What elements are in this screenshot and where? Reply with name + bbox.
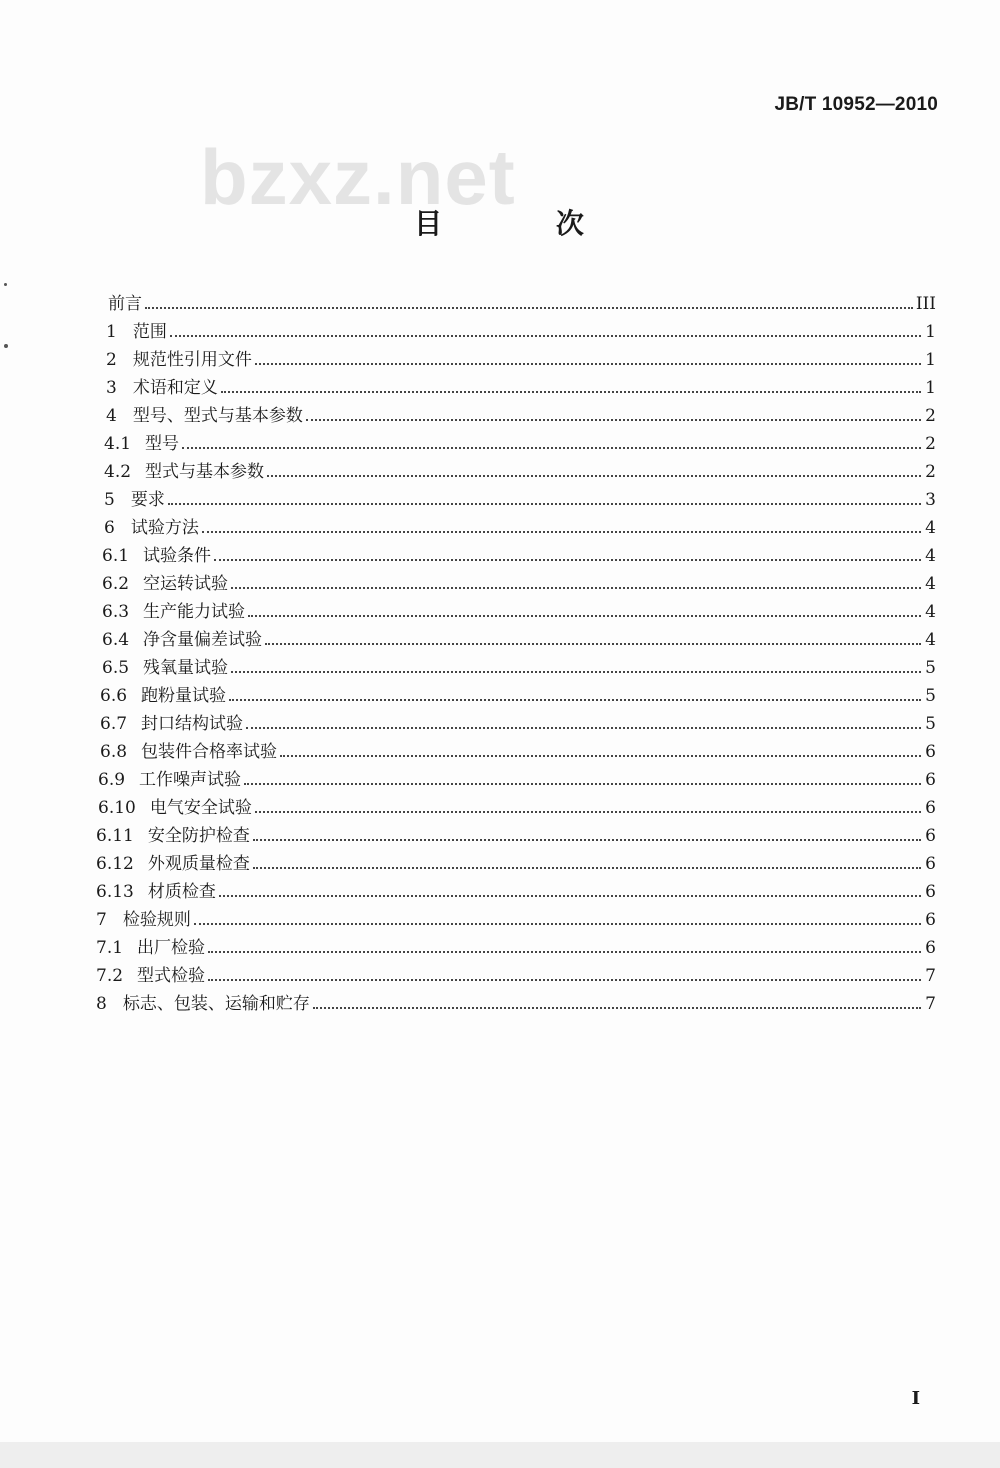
toc-entry: [96, 678, 936, 706]
toc-entry-label: 规范性引用文件: [132, 350, 252, 370]
toc-leader-dots: [246, 727, 921, 729]
toc-entry-label: 出厂检验: [137, 938, 206, 958]
toc-entry: [96, 538, 936, 566]
toc-leader-dots: [253, 867, 921, 869]
toc-entry-number: 4.2: [104, 462, 132, 482]
toc-leader-dots: [248, 615, 921, 617]
toc-leader-dots: [194, 923, 921, 925]
toc-entry-number: 4: [106, 406, 117, 426]
toc-entry-page: 5: [925, 658, 936, 678]
toc-entry: [96, 986, 936, 1014]
toc-entry-page: 6: [925, 742, 936, 762]
toc-entry-page: 6: [925, 826, 936, 846]
toc-entry: [96, 510, 936, 538]
toc-entry-label: 跑粉量试验: [141, 686, 227, 706]
toc-entry: [96, 958, 936, 986]
page-bottom-edge: [0, 1442, 1000, 1468]
toc-entry: [96, 874, 936, 902]
toc-entry-label: 型式与基本参数: [145, 462, 265, 482]
toc-entry: [96, 398, 936, 426]
toc-entry-number: 6.5: [102, 658, 130, 678]
toc-entry-number: 6.11: [96, 826, 134, 846]
toc-entry: [96, 370, 936, 398]
toc-entry-label: 标志、包装、运输和贮存: [122, 994, 310, 1014]
toc-leader-dots: [168, 503, 921, 505]
toc-entry: [96, 566, 936, 594]
toc-entry-number: 6.3: [102, 602, 130, 622]
toc-entry-number: 7: [96, 910, 107, 930]
toc-leader-dots: [280, 755, 921, 757]
toc-leader-dots: [208, 979, 921, 981]
toc-entry: [96, 286, 936, 314]
toc-entry-number: 3: [106, 378, 117, 398]
toc-entry-label: 要求: [130, 490, 165, 510]
toc-entry: [96, 790, 936, 818]
toc-leader-dots: [231, 671, 921, 673]
watermark: bzxz.net: [200, 133, 516, 221]
toc-entry-page: 6: [925, 770, 936, 790]
toc-entry-page: 2: [925, 462, 936, 482]
toc-entry: [96, 622, 936, 650]
toc-entry-label: 试验方法: [130, 518, 199, 538]
toc-leader-dots: [170, 335, 921, 337]
toc-entry-page: 6: [925, 910, 936, 930]
toc-entry-number: 6.6: [100, 686, 128, 706]
toc-entry: [96, 846, 936, 874]
toc-entry-page: 1: [925, 350, 936, 370]
toc-entry-label: 外观质量检查: [147, 854, 250, 874]
toc-entry-page: 7: [925, 966, 936, 986]
toc-entry-page: 6: [925, 938, 936, 958]
toc-entry-page: 5: [925, 686, 936, 706]
toc-entry-page: 4: [925, 574, 936, 594]
toc-entry-label: 电气安全试验: [149, 798, 252, 818]
toc-entry-page: III: [915, 294, 936, 314]
standard-number: JB/T 10952—2010: [774, 94, 938, 115]
scan-speck: [4, 344, 8, 348]
toc-entry: [96, 762, 936, 790]
toc-entry-page: 7: [925, 994, 936, 1014]
toc-leader-dots: [255, 811, 921, 813]
toc-entry-number: 6.2: [102, 574, 130, 594]
toc-leader-dots: [182, 447, 921, 449]
toc-entry: [96, 930, 936, 958]
toc-entry: [96, 342, 936, 370]
scan-speck: [4, 283, 7, 286]
toc-entry-number: 6.12: [96, 854, 134, 874]
toc-entry-number: 6: [104, 518, 115, 538]
toc-entry-page: 4: [925, 602, 936, 622]
toc-entry-label: 型式检验: [137, 966, 206, 986]
toc-leader-dots: [255, 363, 921, 365]
toc-entry: [96, 426, 936, 454]
toc-entry-number: 6.7: [100, 714, 128, 734]
toc-leader-dots: [214, 559, 921, 561]
toc-leader-dots: [231, 587, 921, 589]
toc-entry-label: 包装件合格率试验: [141, 742, 278, 762]
toc-entry-label: 净含量偏差试验: [143, 630, 263, 650]
toc-entry: [96, 818, 936, 846]
toc-entry-page: 4: [925, 630, 936, 650]
toc-leader-dots: [253, 839, 921, 841]
toc-entry-label: 空运转试验: [143, 574, 229, 594]
toc-leader-dots: [229, 699, 921, 701]
toc-entry-label: 型号: [145, 434, 180, 454]
toc-leader-dots: [265, 643, 921, 645]
toc-leader-dots: [313, 1007, 921, 1009]
table-of-contents: [96, 286, 936, 1014]
toc-leader-dots: [244, 783, 921, 785]
toc-entry-number: 5: [104, 490, 115, 510]
toc-entry-page: 1: [925, 378, 936, 398]
toc-entry: [96, 482, 936, 510]
toc-entry: [96, 734, 936, 762]
toc-entry-label: 范围: [132, 322, 167, 342]
toc-entry-number: 6.1: [102, 546, 130, 566]
toc-entry-page: 4: [925, 518, 936, 538]
toc-entry-label: 安全防护检查: [147, 826, 250, 846]
toc-entry-number: 1: [106, 322, 117, 342]
toc-entry-number: 7.1: [96, 938, 124, 958]
toc-entry-page: 6: [925, 798, 936, 818]
toc-leader-dots: [202, 531, 921, 533]
toc-entry-number: 2: [106, 350, 117, 370]
toc-entry-page: 2: [925, 434, 936, 454]
toc-entry-number: 6.13: [96, 882, 134, 902]
toc-entry-label: 残氧量试验: [143, 658, 229, 678]
toc-leader-dots: [145, 307, 913, 309]
toc-leader-dots: [221, 391, 921, 393]
toc-entry: [96, 650, 936, 678]
toc-entry-label: 材质检查: [147, 882, 216, 902]
toc-leader-dots: [219, 895, 921, 897]
page-title: 目 次: [414, 207, 636, 240]
toc-entry-page: 6: [925, 854, 936, 874]
toc-entry-label: 生产能力试验: [143, 602, 246, 622]
toc-entry-page: 1: [925, 322, 936, 342]
toc-entry-number: 7.2: [96, 966, 124, 986]
toc-entry-page: 2: [925, 406, 936, 426]
toc-entry-number: 6.8: [100, 742, 128, 762]
toc-entry-number: 8: [96, 994, 107, 1014]
toc-entry-page: 6: [925, 882, 936, 902]
toc-entry-number: 6.10: [98, 798, 136, 818]
toc-leader-dots: [208, 951, 921, 953]
toc-entry-label: 前言: [108, 294, 142, 314]
toc-entry-label: 检验规则: [122, 910, 191, 930]
toc-entry-page: 4: [925, 546, 936, 566]
page-number: I: [911, 1388, 920, 1409]
toc-entry-label: 试验条件: [143, 546, 212, 566]
toc-entry-number: 6.4: [102, 630, 130, 650]
toc-entry: [96, 454, 936, 482]
toc-entry-label: 封口结构试验: [141, 714, 244, 734]
toc-leader-dots: [306, 419, 921, 421]
toc-entry: [96, 902, 936, 930]
toc-entry-label: 工作噪声试验: [139, 770, 242, 790]
toc-entry-label: 术语和定义: [132, 378, 218, 398]
toc-entry-page: 3: [925, 490, 936, 510]
toc-entry-label: 型号、型式与基本参数: [132, 406, 303, 426]
toc-leader-dots: [267, 475, 921, 477]
toc-entry: [96, 594, 936, 622]
toc-entry: [96, 314, 936, 342]
toc-entry-number: 6.9: [98, 770, 126, 790]
toc-entry-page: 5: [925, 714, 936, 734]
toc-entry-number: 4.1: [104, 434, 132, 454]
toc-entry: [96, 706, 936, 734]
